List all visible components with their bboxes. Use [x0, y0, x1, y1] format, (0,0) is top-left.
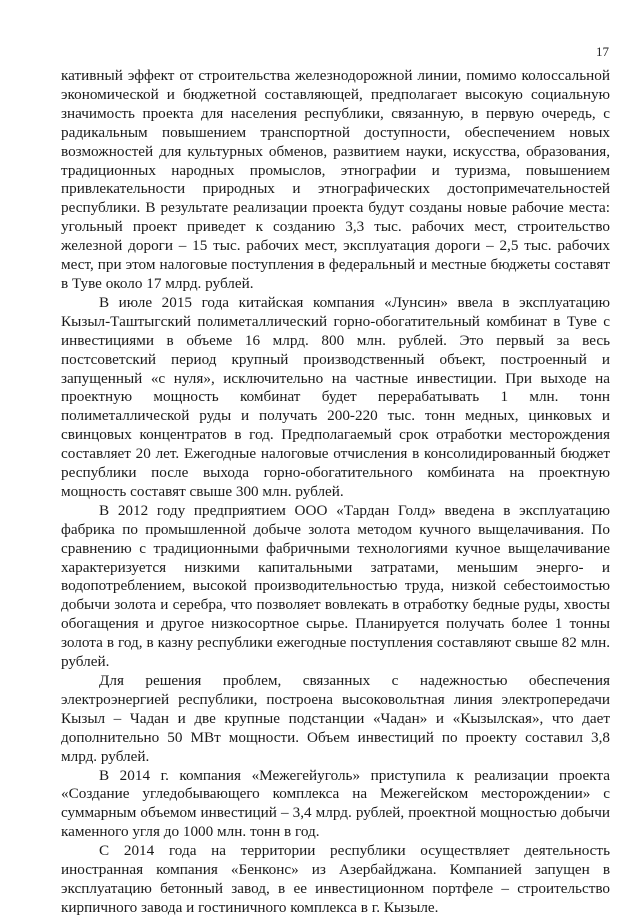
paragraph: С 2014 года на территории республики осуществляет деятельность иностранная компания «Бенконс» из Азербайджана. Компанией запущен в эксплуатацию бетонный завод, в ее инвестиционном портфеле – строительство кирпичного завода и гостиничного комплекса в г. Кызыле.: [61, 842, 610, 916]
paragraph: Для решения проблем, связанных с надежностью обеспечения электроэнергией республики, построена высоковольтная линия электропередачи Кызыл – Чадан и две крупные подстанции «Чадан» и «Кызылская», что дает дополнительно 50 МВт мощности. Объем инвестиций по проекту составил 3,8 млрд. рублей.: [61, 672, 610, 765]
paragraph: В июле 2015 года китайская компания «Лунсин» ввела в эксплуатацию Кызыл-Таштыгский полиметаллический горно-обогатительный комбинат в Туве с инвестициями в объеме 16 млрд. 800 млн. рублей. Это первый за весь постсоветский период крупный производственный объект, построенный и запущенный «с нуля», исключительно на частные инвестиции. При выходе на проектную мощность комбинат будет перерабатывать 1 млн. тонн полиметаллической руды и получать 200-220 тыс. тонн медных, цинковых и свинцовых концентратов в год. Предполагаемый срок отработки месторождения составляет 20 лет. Ежегодные налоговые отчисления в консолидированный бюджет республики после выхода горно-обогатительного комбината на проектную мощность составят свыше 300 млн. рублей.: [61, 293, 610, 500]
paragraph: кативный эффект от строительства железнодорожной линии, помимо колоссальной экономической и бюджетной составляющей, предполагает высокую социальную значимость проекта для населения республики, связанную, в первую очередь, с радикальным повышением транспортной доступности, обеспечением новых возможностей для культурных обменов, развитием науки, искусства, образования, традиционных народных промыслов, этнографии и туризма, повышением привлекательности природных и этнографических достопримечательностей республики. В результате реализации проекта будут созданы новые рабочие места: угольный проект приведет к созданию 3,3 тыс. рабочих мест, строительство железной дороги – 15 тыс. рабочих мест, эксплуатация дороги – 2,5 тыс. рабочих мест, при этом налоговые поступления в федеральный и местные бюджеты составят в Туве около 17 млрд. рублей.: [61, 67, 610, 292]
body-text: [61, 67, 610, 918]
paragraph: В 2012 году предприятием ООО «Тардан Голд» введена в эксплуатацию фабрика по промышленной добыче золота методом кучного выщелачивания. По сравнению с традиционными фабричными технологиями кучное выщелачивание характеризуется низкими капитальными затратами, меньшим энерго- и водопотреблением, высокой производительностью труда, низкой себестоимостью добычи золота и серебра, что позволяет вовлекать в отработку бедные руды, хвосты обогащения и другое низкосортное сырье. Планируется получать более 1 тонны золота в год, в казну республики ежегодные поступления составляют свыше 82 млн. рублей.: [61, 501, 610, 671]
page-number: 17: [596, 44, 609, 59]
paragraph: В 2014 г. компания «Межегейуголь» приступила к реализации проекта «Создание угледобывающего комплекса на Межегейском месторождении» с суммарным объемом инвестиций – 3,4 млрд. рублей, проектной мощностью добычи каменного угля до 1000 млн. тонн в год.: [61, 766, 610, 841]
